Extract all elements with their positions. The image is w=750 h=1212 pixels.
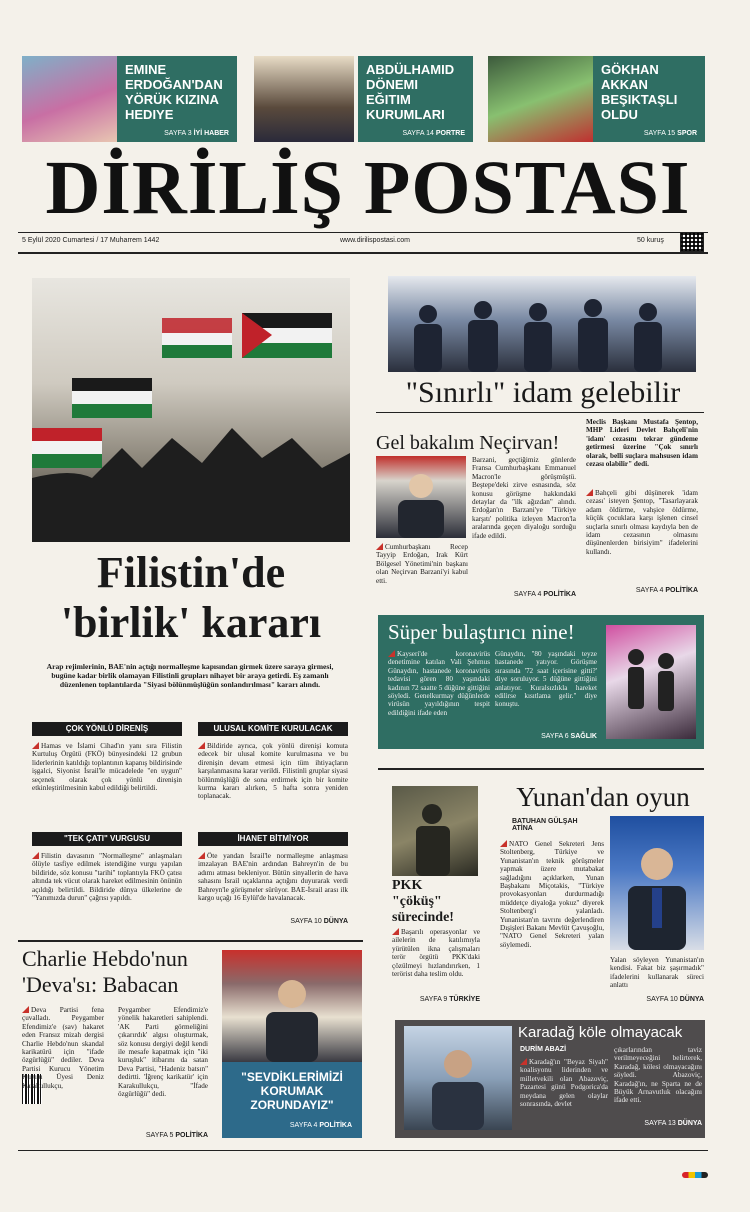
abazovic-portrait-icon: [404, 1026, 512, 1130]
filistin-section1-text: [32, 742, 182, 792]
teaser1-title: EMINE ERDOĞAN'DAN YÖRÜK KIZINA HEDIYE: [125, 62, 223, 122]
idam-sayfa: [586, 587, 698, 594]
super-text1: [388, 650, 490, 717]
yunan-text: [500, 840, 604, 949]
necirvan-photo[interactable]: [376, 456, 466, 538]
pkk-headline-3: sürecinde!: [392, 910, 454, 925]
sevdik-photo[interactable]: [222, 950, 362, 1062]
charlie-sayfa: [118, 1132, 208, 1139]
idam-sayfa-section: POLİTİKA: [665, 587, 698, 594]
teaser1-section: İYİ HABER: [193, 130, 229, 137]
filistin-section4-head: İHANET BİTMİYOR: [198, 832, 348, 846]
pkk-headline-1: PKK: [392, 878, 423, 893]
filistin-headline-2: 'birlik' kararı: [60, 598, 322, 647]
filistin-section3-text: [32, 852, 182, 902]
charlie-text2: Peygamber Efendimiz'e yönelik hakaretleri sahiplendi. 'AK Parti görmeliğini çıkarırdık' algısı oluşturmak, söz konusu dergiyi değil kendi ile mesafe kapatmak için "iki kuruşluk" itibarını da satan Deva Partisi, "Hadeniz batsın" dedirtti. 'İğrenç karikatür' için Karakullukçu, "İfade özgürlüğü" dedi.: [118, 1006, 208, 1099]
masthead-price: 50 kuruş: [637, 237, 664, 244]
karadag-text1-body: Karadağ'ın "Beyaz Siyah" koalisyonu liderinden ve milletvekili olan Abazoviç, Pazartesi günü Podgorica'da meydana gelen olaylar sonrasında, devlet: [520, 1058, 608, 1109]
karadag-sayfa-num: SAYFA 13: [644, 1120, 676, 1127]
mitsotakis-portrait-icon: [610, 816, 704, 950]
filistin-section2-head: ULUSAL KOMİTE KURULACAK: [198, 722, 348, 736]
necirvan-sayfa-section: POLİTİKA: [543, 591, 576, 598]
idam-sayfa-num: SAYFA 4: [635, 587, 664, 594]
masthead-url[interactable]: www.dirilispostasi.com: [340, 237, 411, 244]
color-registration-icon: [682, 1172, 708, 1178]
pkk-headline-2: "çöküş": [392, 894, 442, 909]
filistin-lead: Arap rejimlerinin, BAE'nin açtığı normalleşme kapısından girmek üzere saraya girmesi, bugüne kadar birlik olamayan Filistinli grupları nihayet bir araya getirdi. Eş zamanlı düzenlenen toplantılarda "Siyasi bölünmüşlüğün sonlandırılması" kararı alındı.: [46, 662, 334, 689]
bullet-icon: [22, 1006, 29, 1013]
yunan-text2: Yalan söyleyen Yunanistan'ın kendisi. Fakat biz şaşırmadık" ifadelerini kullanarak süreci anlattı: [610, 956, 704, 990]
bullet-icon: [376, 543, 383, 550]
necirvan-headline: Gel bakalım Neçirvan!: [376, 432, 560, 454]
teaser1-photo[interactable]: [22, 56, 117, 142]
bullet-icon: [500, 840, 507, 847]
filistin-section1-head: ÇOK YÖNLÜ DİRENİŞ: [32, 722, 182, 736]
idam-body: Bahçeli gibi düşünerek 'idam cezası' isteyen Şentop, "Tasarlayarak adam öldürme, vahşice öldürme, küçük çocuklara karşı işlenen cinsel suçlarla sınırlı olması kaydıyla ben de idam cezasının olmasını düşünenlerden birisiyim" ifadelerini kullandı.: [586, 489, 698, 556]
super-sayfa: [495, 733, 597, 740]
idam-text: [586, 489, 698, 556]
filistin-sayfa: [198, 918, 348, 925]
charlie-text1: [22, 1006, 104, 1090]
flags-silhouette-icon: [32, 278, 350, 542]
filistin-section3-head: "TEK ÇATI" VURGUSU: [32, 832, 182, 846]
teaser2-title: ABDÜLHAMID DÖNEMI EĞITIM KURUMLARI: [366, 62, 455, 122]
karadag-headline: Karadağ köle olmayacak: [518, 1024, 683, 1041]
bullet-icon: [32, 852, 39, 859]
sevdik-sayfa-num: SAYFA 4: [289, 1122, 318, 1129]
teaser2-photo[interactable]: [254, 56, 354, 142]
idam-lead: Meclis Başkanı Mustafa Şentop, MHP Lideri Devlet Bahçeli'nin 'idam' cezasını tekrar gündeme getirmesi üzerine "Çok sınırlı olarak, belli suçlara mahsusen idam cezası olabilir" dedi.: [586, 418, 698, 469]
charlie-sayfa-section: POLİTİKA: [175, 1132, 208, 1139]
super-photo[interactable]: [606, 625, 696, 739]
yunan-headline: Yunan'dan oyun: [516, 782, 690, 812]
filistin-sayfa-section: DÜNYA: [323, 918, 348, 925]
pkk-sayfa-num: SAYFA 9: [419, 996, 448, 1003]
filistin-sayfa-num: SAYFA 10: [290, 918, 322, 925]
yunan-rule: [378, 768, 704, 770]
filistin-section4-text: [198, 852, 348, 902]
yunan-photo[interactable]: [610, 816, 704, 950]
karadag-photo[interactable]: [404, 1026, 512, 1130]
bullet-icon: [586, 489, 593, 496]
footer-rule: [18, 1150, 708, 1151]
teaser2-section: PORTRE: [435, 130, 465, 137]
karadag-byline: DURİM ABAZİ: [520, 1046, 567, 1053]
masthead-rule-bottom: [18, 252, 708, 254]
idam-photo[interactable]: [388, 276, 696, 372]
karadag-sayfa-section: DÜNYA: [677, 1120, 702, 1127]
super-sayfa-num: SAYFA 6: [541, 733, 569, 740]
bullet-icon: [392, 928, 399, 935]
masthead-title: DİRİLİŞ POSTASI: [45, 146, 691, 230]
soldier-icon: [392, 786, 478, 876]
qr-code-icon: [680, 232, 704, 252]
pkk-body: Başarılı operasyonlar ve ailelerin de katılımıyla yürütülen ikna çalışmaları terör örgütü PKK'daki çözülmeyi hızlandırırken, 1 terörist daha teslim oldu.: [392, 928, 480, 979]
teaser2-sayfa: SAYFA 14: [402, 130, 434, 137]
sevdik-sayfa: [226, 1122, 352, 1129]
masthead-rule: [18, 232, 708, 233]
yunan-sayfa-section: DÜNYA: [679, 996, 704, 1003]
filistin-section4-body: Öte yandan İsrail'le normalleşme anlaşması imzalayan BAE'nin ardından Bahreyn'in de bu adımı atması bekleniyor. Bütün sinyallerin de hava sahasını İsrail uçaklarına açtığını duyurarak verdi Bahreyn'le görüşmeler sürüyor. BAE-İsrail arası ilk kargo uçağı 16 Eylül'de havalanacak.: [198, 852, 348, 903]
crowd-silhouette-icon: [388, 276, 696, 372]
necirvan-sayfa-num: SAYFA 4: [513, 591, 542, 598]
filistin-section3-body: Filistin davasının "Normalleşme" anlaşmaları ölüyle tasfiye edilmek istendiğine vurgu yapılan bildiride, söz konusu "tarihi" toplantıyla FKÖ çatısı altında tek vücut olarak hareket edilmesinin önünün açıldığı belirtildi. Bildiride dünya ülkelerine de "Yanımızda durun" çağrısı yapıldı.: [32, 852, 182, 903]
dancers-icon: [606, 625, 696, 739]
sevdik-headline: "SEVDİKLERİMİZİ KORUMAK ZORUNDAYIZ": [241, 1070, 343, 1112]
pkk-sayfa-section: TÜRKİYE: [449, 996, 480, 1003]
minister-portrait-icon: [222, 950, 362, 1062]
bullet-icon: [32, 742, 39, 749]
pkk-text: [392, 928, 480, 978]
yunan-body: NATO Genel Sekreteri Jens Stoltenberg, Türkiye ve Yunanistan'ın teknik görüşmeler yapmak üzere mutabakat sağladığını açıklarken, Yunan Başbakanı Miçotakis, "Türkiye provokasyonları durdurmadığı müddetçe diyaloğa yokuz" diyerek Stoltenberg'i yalanladı. Yunanistan'ın tavrını değerlendiren Dışişleri Bakanı Mevlüt Çavuşoğlu, "NATO Genel Sekreteri yalan söylemedi.: [500, 840, 604, 949]
charlie-headline-2: 'Deva'sı: Babacan: [22, 972, 179, 997]
filistin-section2-body: Bildiride ayrıca, çok yönlü direnişi komuta edecek bir ulusal komite kurulmasına ve bu direnişin devam etmesi için tüm ihtiyaçların karşılanmasına karar verildi. Filistinli gruplar siyasi bölünmüşlüğü de sona erdirmek için bir komite kurma kararı alırken, 5 hafta sonra yeniden toplanacak.: [198, 742, 348, 801]
pkk-photo[interactable]: [392, 786, 478, 876]
necirvan-text: Barzani, geçtiğimiz günlerde Fransa Cumhurbaşkanı Emmanuel Macron'le görüşmüştü. Beştepe'deki zirve esnasında, söz konusu görüşme hakkındaki detaylar da "ilk ağızdan" alındı. Erdoğan'ın Barzani'ye 'Türkiye karşıtı' politika izleyen Macron'la aralarında geçen diyaloğu sorduğu ifade edildi.: [472, 456, 576, 540]
teaser3-box[interactable]: [593, 56, 705, 142]
teaser3-photo[interactable]: [488, 56, 593, 142]
yunan-sayfa-num: SAYFA 10: [646, 996, 678, 1003]
filistin-section2-text: [198, 742, 348, 801]
pkk-sayfa: [392, 996, 480, 1003]
masthead-date: 5 Eylül 2020 Cumartesi / 17 Muharrem 1442: [22, 237, 160, 244]
charlie-headline-1: Charlie Hebdo'nun: [22, 946, 188, 971]
karadag-text2: çıkarlarından taviz verilmeyeceğini belirterek, Karadağ, kölesi olmayacağını söyledi. Abazoviç, Karadağ'ın, ne Sparta ne de Büyük Arnavutluk olacağını ifade etti.: [614, 1046, 702, 1105]
charlie-text1-body: Deva Partisi fena çuvalladı. Peygamber Efendimiz'e (sav) hakaret eden Fransız mizah dergisi Charlie Hebdo'nun skandal karikatürü için "ifade özgürlüğü" dediler. Deva Partisi Kurucu Yönetim Kurulu Üyesi Deniz Karakullukçu,: [22, 1006, 104, 1090]
filistin-headline-1: Filistin'de: [96, 548, 286, 597]
necirvan-caption: [376, 543, 468, 585]
erdogan-portrait-icon: [376, 456, 466, 538]
idam-rule: [376, 412, 704, 413]
yunan-byline: BATUHAN GÜLŞAH ATİNA: [512, 818, 578, 832]
karadag-sayfa: [614, 1120, 702, 1127]
super-sayfa-section: SAĞLIK: [570, 733, 597, 740]
yunan-sayfa: [610, 996, 704, 1003]
teaser1-box[interactable]: [117, 56, 237, 142]
filistin-photo[interactable]: [32, 278, 350, 542]
super-text2: Günaydın, "80 yaşındaki teyze hastanede yatıyor. Görüşme sırasında '72 saat içerisine gitti?' diye soruluyor. 5 düğüne gittiğini anlatıyor. Kuralsızlıkla hareket edilirse kısıtlama gelir." diye konuştu.: [495, 650, 597, 709]
charlie-sayfa-num: SAYFA 5: [145, 1132, 174, 1139]
bullet-icon: [520, 1058, 527, 1065]
bullet-icon: [198, 742, 205, 749]
teaser3-sayfa: SAYFA 15: [643, 130, 676, 137]
teaser1-sayfa: SAYFA 3: [164, 130, 192, 137]
teaser3-section: SPOR: [677, 130, 697, 137]
teaser3-title: GÖKHAN AKKAN BEŞIKTAŞLI OLDU: [601, 62, 678, 122]
idam-headline: "Sınırlı" idam gelebilir: [405, 376, 681, 409]
filistin-section1-body: Hamas ve İslami Cihad'ın yanı sıra Filistin Kurtuluş Örgütü (FKÖ) bünyesindeki 12 grubun liderlerinin katıldığı toplantının kapanış bildirisinde işgalci, Siyonist İsrail'le mücadelede "en uygun" seçenek olarak çok yönlü direnişin etkinleştirilmesinin kabul edildiği belirtildi.: [32, 742, 182, 793]
charlie-rule: [18, 940, 363, 942]
necirvan-sayfa: [472, 591, 576, 598]
teaser2-box[interactable]: [358, 56, 473, 142]
bullet-icon: [388, 650, 395, 657]
sevdik-sayfa-section: POLİTİKA: [319, 1122, 352, 1129]
bullet-icon: [198, 852, 205, 859]
super-text1-body: Kayseri'de koronavirüs denetimine katılan Vali Şehmus Günaydın, hastanede koronavirüs tedavisi gören 80 yaşındaki kadının 72 saatte 5 düğüne gittiğini söyledi. Genelkurmay düğünlerde virüsün yayıldığının tespit edildiğini ifade eden: [388, 650, 490, 717]
karadag-text1: [520, 1058, 608, 1108]
necirvan-caption-text: Cumhurbaşkanı Recep Tayyip Erdoğan, Irak Kürt Bölgesel Yönetimi'nin başkanı olan Neçirvan Barzani'yi kabul etti.: [376, 543, 468, 585]
super-headline: Süper bulaştırıcı nine!: [388, 620, 575, 644]
